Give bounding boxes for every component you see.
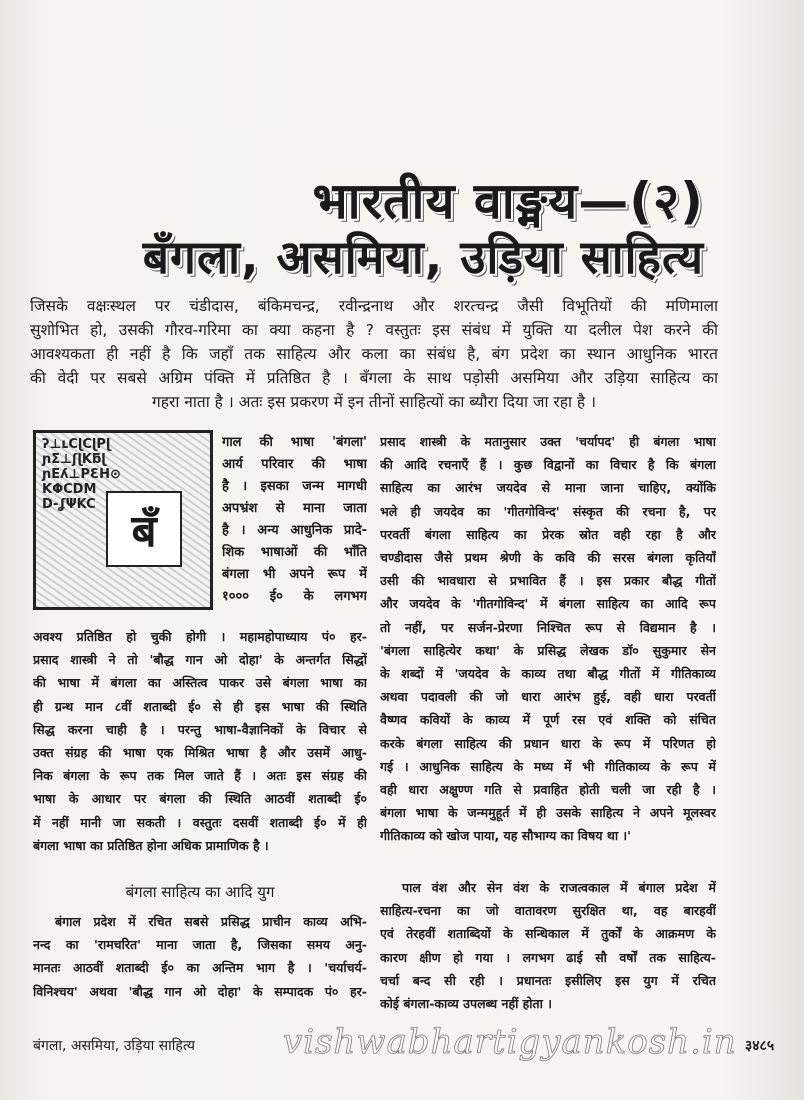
illustration-bengali-script (33, 430, 213, 610)
text-line: भले ही जयदेव का 'गीतगोविन्द' संस्कृत की रचना है, पर (380, 503, 716, 519)
text-line: तो नहीं, पर सर्जन-प्रेरणा निश्चित रूप से विद्यमान है । (380, 619, 716, 635)
text-line: की भाषा में बंगला का अस्तित्व पाकर उसे बंगला भाषा का (33, 675, 367, 691)
text-line: बंगला भी अपने रूप में (222, 567, 367, 582)
glyph-row: D-ʆΨKC (42, 497, 96, 512)
text-line: भाषा के आधार पर बंगला की स्थिति आठवीं शताब्दी ई० (33, 791, 367, 807)
text-line: मानतः आठवीं शताब्दी ई० का अन्तिम भाग है । 'चर्याचर्य- (33, 960, 367, 976)
glyph-row: ɲΣ⊥ʃɭKƃɭ (42, 452, 106, 467)
text-line: बंगला भाषा के जन्ममुहूर्त में ही उसके साहित्य ने अपने मूलस्वर (380, 805, 716, 821)
text-line: पाल वंश और सेन वंश के राजत्वकाल में बंगाल प्रदेश में (402, 880, 716, 895)
text-line: सुशोभित हो, उसकी गौरव-गरिमा का क्या कहना है ? वस्तुतः इस संबंध में युक्ति या दलील पेश करने की (30, 321, 718, 339)
text-line: अवश्य प्रतिष्ठित हो चुकी होगी । महामहोपाध्याय पं० हर- (33, 629, 367, 644)
text-line: है । अन्य आधुनिक प्रादे- (222, 523, 367, 538)
text-line: परवर्ती बंगला साहित्य का प्रेरक स्रोत वही रहा है और (380, 526, 716, 542)
text-line: में नहीं मानी जा सकती । वस्तुतः दसवीं शताब्दी ई० में ही (33, 814, 367, 830)
text-beside-figure (222, 432, 367, 608)
glyph-row: KΦCDM (42, 482, 97, 497)
text-line: एवं तेरहवीं शताब्दियों के सन्धिकाल में तुर्कों के आक्रमण के (380, 926, 716, 942)
text-line: की वेदी पर सबसे अग्रिम पंक्ति में प्रतिष्ठित है । बँगला के साथ पड़ोसी असमिया और उड़िया साहित्य का (30, 369, 718, 387)
text-line: नन्द का 'रामचरित' माना जाता है, जिसका समय अनु- (33, 937, 367, 953)
text-line: चर्चा बन्द सी रही । प्रधानतः इसीलिए इस युग में रचित (380, 972, 716, 988)
text-line: गाल की भाषा 'बंगला' (222, 435, 367, 450)
text-line: शिक भाषाओं की भाँति (222, 545, 367, 560)
text-line: विनिश्चय' अथवा 'बौद्ध गान ओ दोहा' के सम्पादक पं० हर- (33, 983, 367, 999)
left-column-paragraph-2 (33, 910, 367, 1003)
glyph-row: ʔ⊥ʟCɭCɭPɭ (42, 437, 111, 452)
text-line: प्रसाद शास्त्री के मतानुसार उक्त 'चर्यापद' ही बंगला भाषा (380, 434, 716, 449)
text-line: और जयदेव के 'गीतगोविन्द' में बंगला साहित्य का आदि रूप (380, 596, 716, 612)
glyph-row: ɲEʎ⊥PƐH⊙ (42, 467, 121, 482)
text-line: वैष्णव कवियों के काव्य में पूर्ण रस एवं शक्ति को संचित (380, 712, 716, 728)
text-line: साहित्य का आरंभ जयदेव से माना जाना चाहिए, क्योंकि (380, 480, 716, 496)
text-line: जिसके वक्षःस्थल पर चंडीदास, बंकिमचन्द्र, रवीन्द्रनाथ और शरत्चन्द्र जैसी विभूतियों की मणिमाला (30, 297, 718, 315)
drop-cap-letter: बँ (106, 491, 182, 567)
text-line: आवश्यकता ही नहीं है कि जहाँ तक साहित्य और कला का संबंध है, बंग प्रदेश का स्थान आधुनिक भारत (30, 345, 718, 363)
text-line: प्रसाद शास्त्री ने तो 'बौद्ध गान ओ दोहा' के अन्तर्गत सिद्धों (33, 652, 367, 668)
left-column-paragraph (33, 625, 367, 857)
text-line: के शब्दों में 'जयदेव के काव्य तथा बौद्ध गीतों में गीतिकाव्य (380, 666, 716, 682)
text-line: वही धारा अक्षुण्ण गति से प्रवाहित होती चली जा रही है । (380, 782, 716, 798)
text-line: करके बंगला साहित्य की प्रधान धारा के रूप में परिणत हो (380, 735, 716, 751)
text-line: की आदि रचनाएँ हैं । कुछ विद्वानों का विचार है कि बंगला (380, 457, 716, 473)
text-line: निक बंगला के रूप तक मिल जाते हैं । अतः इस संग्रह की (33, 768, 367, 784)
right-column-paragraph (380, 430, 716, 848)
text-line: साहित्य-रचना का जो वातावरण सुरक्षित था, वह बारहवीं (380, 903, 716, 919)
text-line: १००० ई० के लगभग (222, 589, 367, 604)
text-line: कोई बंगला-काव्य उपलब्ध नहीं होता । (380, 996, 552, 1012)
text-line: बंगाल प्रदेश में रचित सबसे प्रसिद्ध प्राचीन काव्य अभि- (55, 914, 367, 929)
chapter-title: भारतीय वाङ्मय—(२) (312, 172, 704, 230)
text-line: गई । आधुनिक साहित्य के मध्य में भी गीतिकाव्य के रूप में (380, 758, 716, 774)
text-line: बंगला भाषा का प्रतिष्ठित होना अधिक प्रामाणिक है । (33, 837, 269, 853)
text-line: अपभ्रंश से माना जाता (222, 501, 367, 516)
text-line: गीतिकाव्य को खोज पाया, यह सौभाग्य का विषय था ।' (380, 828, 631, 844)
text-line: उसी की भावधारा से प्रभावित हैं । इस प्रकार बौद्ध गीतों (380, 573, 716, 589)
right-column-paragraph-2 (380, 876, 716, 1015)
text-line: कारण क्षीण हो गया । लगभग ढाई सौ वर्षों तक साहित्य- (380, 949, 716, 965)
text-line: गहरा नाता है । अतः इस प्रकरण में इन तीनों साहित्यों का ब्यौरा दिया जा रहा है । (152, 393, 596, 411)
text-line: आर्य परिवार की भाषा (222, 457, 367, 472)
text-line: अथवा पदावली की जो धारा आरंभ हुई, वही धारा परवर्ती (380, 689, 716, 705)
page-number: ३४८५ (745, 1038, 775, 1054)
text-line: चण्डीदास जैसे प्रथम श्रेणी के कवि की सरस बंगला कृतियाँ (380, 550, 716, 566)
watermark: vishwabhartigyankosh.in (283, 1022, 737, 1062)
text-line: ही ग्रन्थ मान ८वीं शताब्दी ई० से ही इस भाषा की स्थिति (33, 698, 367, 714)
intro-paragraph (30, 294, 718, 414)
text-line: सिद्ध करना चाही है । परन्तु भाषा-वैज्ञानिकों के विचार से (33, 721, 367, 737)
text-line: 'बंगला साहित्येर कथा' के प्रसिद्ध लेखक डॉ० सुकुमार सेन (380, 642, 716, 658)
chapter-subtitle: बँगला, असमिया, उड़िया साहित्य (142, 230, 704, 284)
text-line: है । इसका जन्म मागधी (222, 479, 367, 494)
section-heading: बंगला साहित्य का आदि युग (125, 883, 275, 901)
running-footer-title: बंगला, असमिया, उड़िया साहित्य (33, 1038, 196, 1054)
text-line: उक्त संग्रह की भाषा एक मिश्रित भाषा है और उसमें आधु- (33, 745, 367, 761)
